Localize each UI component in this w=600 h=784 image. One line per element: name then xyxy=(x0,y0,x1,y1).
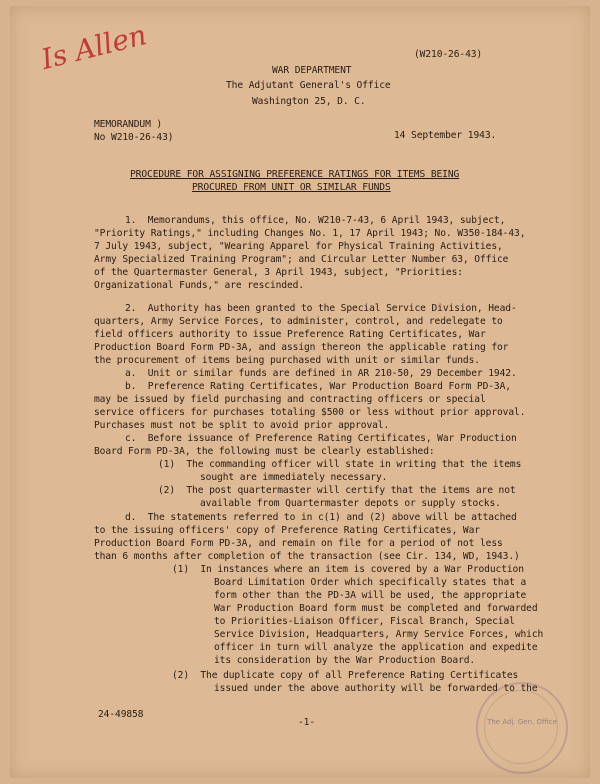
body-line: to Priorities-Liaison Officer, Fiscal Branch, Special xyxy=(214,616,515,627)
body-line: (2) The duplicate copy of all Preference Rating Certificates xyxy=(172,670,519,681)
office-stamp-ring xyxy=(484,690,558,764)
memo-number: No W210-26-43) xyxy=(94,132,174,143)
body-line: War Production Board form must be completed and forwarded xyxy=(214,603,538,614)
body-line: 1. Memorandums, this office, No. W210-7-43, 6 April 1943, subject, xyxy=(125,215,506,226)
header-office: The Adjutant General's Office xyxy=(226,80,391,91)
office-stamp xyxy=(476,682,568,774)
body-line: of the Quartermaster General, 3 April 1943, subject, "Priorities: xyxy=(94,267,463,278)
body-line: d. The statements referred to in c(1) and (2) above will be attached xyxy=(125,512,517,523)
body-line: c. Before issuance of Preference Rating Certificates, War Production xyxy=(125,433,517,444)
body-line: 2. Authority has been granted to the Special Service Division, Head- xyxy=(125,303,517,314)
body-line: Army Specialized Training Program"; and Circular Letter Number 63, Office xyxy=(94,254,509,265)
body-line: Production Board Form PD-3A, and remain on file for a period of not less xyxy=(94,538,503,549)
document-title-line-2: PROCURED FROM UNIT OR SIMILAR FUNDS xyxy=(192,182,391,193)
page-number: -1- xyxy=(298,717,316,728)
body-line: Organizational Funds," are rescinded. xyxy=(94,280,305,291)
handwritten-signature: Is Allen xyxy=(38,18,150,77)
body-line: b. Preference Rating Certificates, War Production Board Form PD-3A, xyxy=(125,381,511,392)
header-department: WAR DEPARTMENT xyxy=(272,65,352,76)
body-line: a. Unit or similar funds are defined in AR 210-50, 29 December 1942. xyxy=(125,368,517,379)
body-line: Service Division, Headquarters, Army Service Forces, which xyxy=(214,629,544,640)
memo-label: MEMORANDUM ) xyxy=(94,119,163,130)
body-line: to the issuing officers' copy of Preference Rating Certificates, War xyxy=(94,525,480,536)
body-line: (1) The commanding officer will state in writing that the items xyxy=(158,459,522,470)
body-line: field officers authority to issue Preference Rating Certificates, War xyxy=(94,329,486,340)
body-line: Production Board Form PD-3A, and assign thereon the applicable rating for xyxy=(94,342,509,353)
body-line: 7 July 1943, subject, "Wearing Apparel for Physical Training Activities, xyxy=(94,241,503,252)
body-line: (2) The post quartermaster will certify that the items are not xyxy=(158,485,516,496)
body-line: available from Quartermaster depots or supply stocks. xyxy=(200,498,501,509)
header-location: Washington 25, D. C. xyxy=(252,96,366,107)
body-line: sought are immediately necessary. xyxy=(200,472,388,483)
body-line: may be issued by field purchasing and contracting officers or special xyxy=(94,394,486,405)
body-line: (1) In instances where an item is covered by a War Production xyxy=(172,564,524,575)
body-line: issued under the above authority will be forwarded to the xyxy=(214,683,538,694)
office-stamp-text: The Adj. Gen. Office xyxy=(487,718,557,726)
body-line: service officers for purchases totaling $500 or less without prior approval. xyxy=(94,407,526,418)
body-line: the procurement of items being purchased with unit or similar funds. xyxy=(94,355,480,366)
body-line: form other than the PD-3A will be used, the appropriate xyxy=(214,590,527,601)
footer-code: 24-49858 xyxy=(98,709,144,720)
body-line: "Priority Ratings," including Changes No. 1, 17 April 1943; No. W350-184-43, xyxy=(94,228,526,239)
body-line: Board Form PD-3A, the following must be clearly established: xyxy=(94,446,435,457)
memo-date: 14 September 1943. xyxy=(394,130,497,141)
body-line: its consideration by the War Production Board. xyxy=(214,655,476,666)
document-reference: (W210-26-43) xyxy=(414,49,483,60)
document-title-line-1: PROCEDURE FOR ASSIGNING PREFERENCE RATINGS FOR ITEMS BEING xyxy=(130,169,460,180)
body-line: Purchases must not be split to avoid prior approval. xyxy=(94,420,390,431)
body-line: Board Limitation Order which specifically states that a xyxy=(214,577,527,588)
body-line: quarters, Army Service Forces, to administer, control, and redelegate to xyxy=(94,316,503,327)
body-line: officer in turn will analyze the application and expedite xyxy=(214,642,538,653)
document-page xyxy=(10,6,590,778)
body-line: than 6 months after completion of the transaction (see Cir. 134, WD, 1943.) xyxy=(94,551,520,562)
